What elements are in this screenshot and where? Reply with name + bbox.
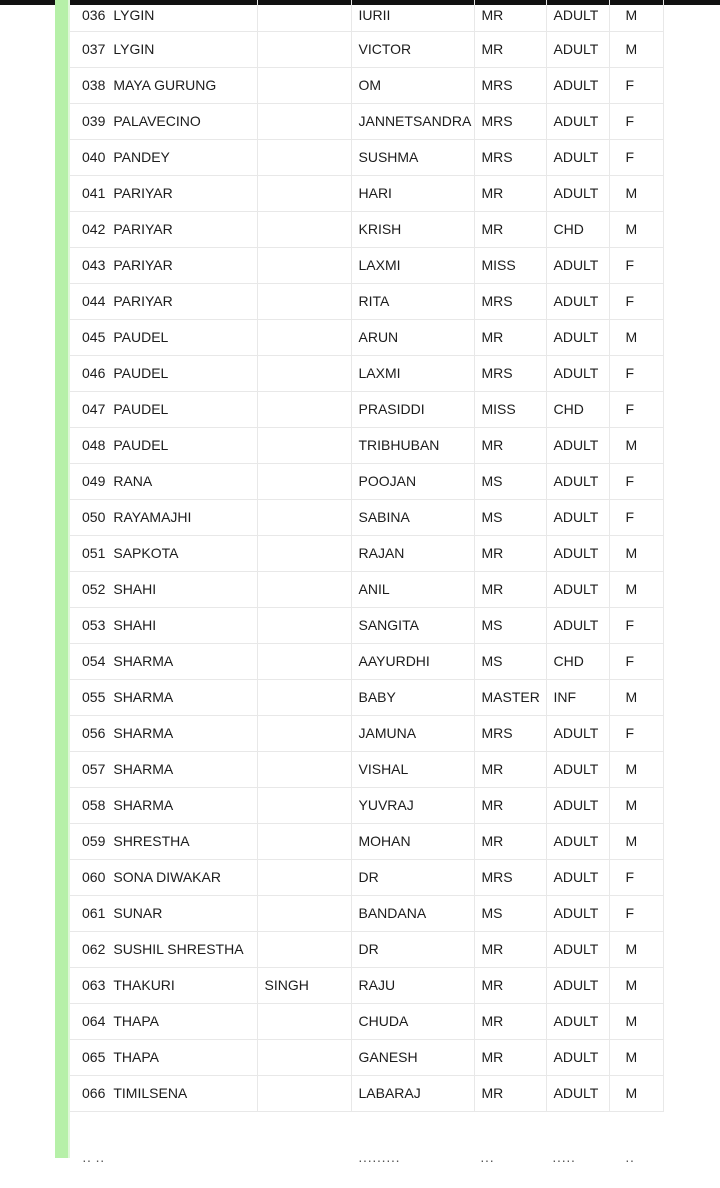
- surname-cell: [70, 895, 257, 931]
- pax-type-cell: ADULT: [546, 967, 609, 1003]
- pax-type-cell: CHD: [546, 211, 609, 247]
- surname-cell: [70, 283, 257, 319]
- middle-name-cell: SINGH: [257, 967, 351, 1003]
- pax-type-cell: INF: [546, 679, 609, 715]
- surname-cell: [70, 1075, 257, 1111]
- seq-number: 064: [82, 1013, 106, 1029]
- pax-type-cell: ADULT: [546, 355, 609, 391]
- surname-cell: [70, 535, 257, 571]
- gender-cell: M: [609, 967, 663, 1003]
- surname-cell: [70, 463, 257, 499]
- pax-type-cell: CHD: [546, 643, 609, 679]
- seq-number: 039: [82, 113, 106, 129]
- pax-type-cell: ADULT: [546, 535, 609, 571]
- surname: PARIYAR: [113, 185, 173, 201]
- first-name-cell: VICTOR: [351, 31, 474, 67]
- seq-number: 040: [82, 149, 106, 165]
- title-cell: MRS: [474, 103, 546, 139]
- first-name-cell: JANNETSANDRA: [351, 103, 474, 139]
- surname: PARIYAR: [113, 293, 173, 309]
- first-name-cell: LAXMI: [351, 247, 474, 283]
- first-name-cell: SANGITA: [351, 607, 474, 643]
- table-row: [70, 463, 663, 499]
- title-cell: MISS: [474, 247, 546, 283]
- pax-type-cell: ADULT: [546, 103, 609, 139]
- gender-cell: F: [609, 607, 663, 643]
- seq-number: 061: [82, 905, 106, 921]
- gender-cell: M: [609, 823, 663, 859]
- first-name-cell: BANDANA: [351, 895, 474, 931]
- seq-number: 044: [82, 293, 106, 309]
- table-row: [70, 859, 663, 895]
- middle-name-cell: [257, 391, 351, 427]
- title-cell: MR: [474, 211, 546, 247]
- first-name-cell: RITA: [351, 283, 474, 319]
- seq-number: 041: [82, 185, 106, 201]
- surname: PARIYAR: [113, 221, 173, 237]
- surname: SHARMA: [113, 653, 174, 669]
- seq-number: 047: [82, 401, 106, 417]
- seq-number: 050: [82, 509, 106, 525]
- first-name-cell: PRASIDDI: [351, 391, 474, 427]
- surname: PARIYAR: [113, 257, 173, 273]
- surname-cell: [70, 247, 257, 283]
- middle-name-cell: [257, 355, 351, 391]
- surname: SUSHIL SHRESTHA: [113, 941, 244, 957]
- title-cell: MR: [474, 0, 546, 31]
- middle-name-cell: [257, 463, 351, 499]
- first-name-cell: LABARAJ: [351, 1075, 474, 1111]
- gender-cell: F: [609, 103, 663, 139]
- gender-cell: M: [609, 787, 663, 823]
- seq-number: 053: [82, 617, 106, 633]
- seq-number: 049: [82, 473, 106, 489]
- surname: SHARMA: [113, 797, 174, 813]
- seq-number: 042: [82, 221, 106, 237]
- first-name-cell: AAYURDHI: [351, 643, 474, 679]
- pax-type-cell: ADULT: [546, 427, 609, 463]
- middle-name-cell: [257, 1039, 351, 1075]
- title-cell: MR: [474, 571, 546, 607]
- middle-name-cell: [257, 643, 351, 679]
- title-cell: MISS: [474, 391, 546, 427]
- title-cell: MRS: [474, 139, 546, 175]
- title-cell: MRS: [474, 859, 546, 895]
- table-row: [70, 499, 663, 535]
- table-row: [70, 247, 663, 283]
- surname-cell: [70, 1039, 257, 1075]
- first-name-cell: ARUN: [351, 319, 474, 355]
- gender-cell: F: [609, 247, 663, 283]
- middle-name-cell: [257, 31, 351, 67]
- surname-cell: [70, 211, 257, 247]
- surname: SONA DIWAKAR: [113, 869, 221, 885]
- table-row: [70, 355, 663, 391]
- middle-name-cell: [257, 499, 351, 535]
- surname: TIMILSENA: [113, 1085, 188, 1101]
- gender-cell: F: [609, 499, 663, 535]
- pax-type-cell: ADULT: [546, 463, 609, 499]
- surname-cell: [70, 859, 257, 895]
- middle-name-cell: [257, 1075, 351, 1111]
- title-cell: MR: [474, 175, 546, 211]
- first-name-cell: SUSHMA: [351, 139, 474, 175]
- table-row: [70, 607, 663, 643]
- gender-cell: M: [609, 679, 663, 715]
- title-cell: MASTER: [474, 679, 546, 715]
- surname: PAUDEL: [113, 329, 169, 345]
- surname: RAYAMAJHI: [113, 509, 192, 525]
- table-row: [70, 175, 663, 211]
- table-row: [70, 103, 663, 139]
- seq-number: 056: [82, 725, 106, 741]
- seq-number: 059: [82, 833, 106, 849]
- pax-type-cell: ADULT: [546, 751, 609, 787]
- title-cell: MR: [474, 823, 546, 859]
- title-cell: MS: [474, 463, 546, 499]
- title-cell: MRS: [474, 355, 546, 391]
- surname-cell: [70, 715, 257, 751]
- first-name-cell: ANIL: [351, 571, 474, 607]
- surname: SAPKOTA: [113, 545, 179, 561]
- surname: THAPA: [113, 1013, 159, 1029]
- pax-type-cell: ADULT: [546, 0, 609, 31]
- pax-type-cell: ADULT: [546, 607, 609, 643]
- title-cell: MR: [474, 787, 546, 823]
- surname-cell: [70, 103, 257, 139]
- pax-type-cell: ADULT: [546, 1003, 609, 1039]
- gender-cell: M: [609, 0, 663, 31]
- table-row: [70, 427, 663, 463]
- title-cell: MS: [474, 895, 546, 931]
- gender-cell: M: [609, 427, 663, 463]
- gender-cell: F: [609, 355, 663, 391]
- table-row: [70, 679, 663, 715]
- gender-cell: F: [609, 895, 663, 931]
- surname: SUNAR: [113, 905, 163, 921]
- passenger-table: [70, 0, 664, 1112]
- gender-cell: M: [609, 535, 663, 571]
- surname-cell: [70, 355, 257, 391]
- table-row: [70, 1003, 663, 1039]
- table-row: [70, 967, 663, 1003]
- title-cell: MRS: [474, 67, 546, 103]
- surname: SHARMA: [113, 725, 174, 741]
- surname-cell: [70, 751, 257, 787]
- pax-type-cell: ADULT: [546, 499, 609, 535]
- seq-number: 045: [82, 329, 106, 345]
- title-cell: MR: [474, 751, 546, 787]
- surname-cell: [70, 0, 257, 31]
- first-name-cell: YUVRAJ: [351, 787, 474, 823]
- pax-type-cell: ADULT: [546, 571, 609, 607]
- surname: LYGIN: [113, 7, 155, 24]
- middle-name-cell: [257, 571, 351, 607]
- first-name-cell: SABINA: [351, 499, 474, 535]
- gender-cell: F: [609, 391, 663, 427]
- surname-cell: [70, 139, 257, 175]
- surname: RANA: [113, 473, 153, 489]
- seq-number: 043: [82, 257, 106, 273]
- title-cell: MR: [474, 427, 546, 463]
- middle-name-cell: [257, 247, 351, 283]
- table-row: [70, 715, 663, 751]
- middle-name-cell: [257, 319, 351, 355]
- seq-number: 048: [82, 437, 106, 453]
- first-name-cell: GANESH: [351, 1039, 474, 1075]
- pax-type-cell: ADULT: [546, 787, 609, 823]
- middle-name-cell: [257, 67, 351, 103]
- gender-cell: F: [609, 715, 663, 751]
- surname: PANDEY: [113, 149, 170, 165]
- middle-name-cell: [257, 931, 351, 967]
- pax-type-cell: ADULT: [546, 715, 609, 751]
- surname-cell: [70, 67, 257, 103]
- seq-number: 052: [82, 581, 106, 597]
- pax-type-cell: ADULT: [546, 823, 609, 859]
- middle-name-cell: [257, 859, 351, 895]
- gender-cell: M: [609, 751, 663, 787]
- title-cell: MR: [474, 931, 546, 967]
- title-cell: MR: [474, 535, 546, 571]
- middle-name-cell: [257, 103, 351, 139]
- cutoff-row: ·· ·· ········· ··· ····· ··: [82, 1152, 635, 1168]
- gender-cell: M: [609, 319, 663, 355]
- title-cell: MR: [474, 967, 546, 1003]
- surname-cell: [70, 427, 257, 463]
- first-name-cell: JAMUNA: [351, 715, 474, 751]
- gender-cell: F: [609, 463, 663, 499]
- sheet-left-edge: [55, 0, 68, 1158]
- middle-name-cell: [257, 175, 351, 211]
- title-cell: MR: [474, 1075, 546, 1111]
- surname-cell: [70, 499, 257, 535]
- first-name-cell: POOJAN: [351, 463, 474, 499]
- first-name-cell: DR: [351, 859, 474, 895]
- gender-cell: F: [609, 643, 663, 679]
- first-name-cell: LAXMI: [351, 355, 474, 391]
- middle-name-cell: [257, 679, 351, 715]
- gender-cell: F: [609, 67, 663, 103]
- seq-number: 062: [82, 941, 106, 957]
- pax-type-cell: ADULT: [546, 139, 609, 175]
- table-row: [70, 67, 663, 103]
- gender-cell: M: [609, 1075, 663, 1111]
- seq-number: 058: [82, 797, 106, 813]
- surname-cell: [70, 31, 257, 67]
- table-row: [70, 787, 663, 823]
- surname-cell: [70, 679, 257, 715]
- surname: SHAHI: [113, 581, 157, 597]
- gender-cell: M: [609, 31, 663, 67]
- surname: THAKURI: [113, 977, 175, 993]
- surname: PALAVECINO: [113, 113, 201, 129]
- seq-number: 055: [82, 689, 106, 705]
- pax-type-cell: ADULT: [546, 31, 609, 67]
- table-row: [70, 643, 663, 679]
- title-cell: MRS: [474, 283, 546, 319]
- seq-number: 038: [82, 77, 106, 93]
- gender-cell: F: [609, 139, 663, 175]
- first-name-cell: TRIBHUBAN: [351, 427, 474, 463]
- first-name-cell: MOHAN: [351, 823, 474, 859]
- middle-name-cell: [257, 211, 351, 247]
- surname-cell: [70, 319, 257, 355]
- pax-type-cell: ADULT: [546, 895, 609, 931]
- surname-cell: [70, 787, 257, 823]
- surname-cell: [70, 1003, 257, 1039]
- surname: MAYA GURUNG: [113, 77, 217, 93]
- surname: SHARMA: [113, 689, 174, 705]
- table-row: [70, 823, 663, 859]
- table-row: [70, 751, 663, 787]
- surname: THAPA: [113, 1049, 159, 1065]
- table-row: [70, 1039, 663, 1075]
- title-cell: MS: [474, 643, 546, 679]
- seq-number: 063: [82, 977, 106, 993]
- first-name-cell: BABY: [351, 679, 474, 715]
- middle-name-cell: [257, 787, 351, 823]
- passenger-list-sheet[interactable]: [55, 0, 665, 1168]
- title-cell: MR: [474, 1039, 546, 1075]
- gender-cell: M: [609, 1039, 663, 1075]
- first-name-cell: VISHAL: [351, 751, 474, 787]
- table-row: [70, 535, 663, 571]
- table-row: [70, 319, 663, 355]
- pax-type-cell: ADULT: [546, 859, 609, 895]
- title-cell: MR: [474, 1003, 546, 1039]
- seq-number: 046: [82, 365, 106, 381]
- middle-name-cell: [257, 283, 351, 319]
- surname-cell: [70, 643, 257, 679]
- surname: SHAHI: [113, 617, 157, 633]
- table-row: [70, 895, 663, 931]
- gender-cell: M: [609, 571, 663, 607]
- seq-number: 065: [82, 1049, 106, 1065]
- gender-cell: F: [609, 283, 663, 319]
- surname-cell: [70, 607, 257, 643]
- table-row: [70, 211, 663, 247]
- seq-number: 036: [82, 7, 106, 24]
- title-cell: MS: [474, 499, 546, 535]
- surname-cell: [70, 175, 257, 211]
- middle-name-cell: [257, 823, 351, 859]
- middle-name-cell: [257, 535, 351, 571]
- surname-cell: [70, 823, 257, 859]
- pax-type-cell: ADULT: [546, 175, 609, 211]
- surname-cell: [70, 931, 257, 967]
- surname-cell: [70, 571, 257, 607]
- title-cell: MRS: [474, 715, 546, 751]
- pax-type-cell: ADULT: [546, 1075, 609, 1111]
- surname: PAUDEL: [113, 401, 169, 417]
- surname: PAUDEL: [113, 365, 169, 381]
- gender-cell: M: [609, 211, 663, 247]
- first-name-cell: KRISH: [351, 211, 474, 247]
- table-row: [70, 283, 663, 319]
- middle-name-cell: [257, 895, 351, 931]
- surname: PAUDEL: [113, 437, 169, 453]
- title-cell: MR: [474, 31, 546, 67]
- pax-type-cell: ADULT: [546, 931, 609, 967]
- middle-name-cell: [257, 715, 351, 751]
- first-name-cell: RAJAN: [351, 535, 474, 571]
- gender-cell: F: [609, 859, 663, 895]
- seq-number: 054: [82, 653, 106, 669]
- surname-cell: [70, 967, 257, 1003]
- pax-type-cell: ADULT: [546, 283, 609, 319]
- seq-number: 057: [82, 761, 106, 777]
- first-name-cell: RAJU: [351, 967, 474, 1003]
- title-cell: MR: [474, 319, 546, 355]
- surname: SHRESTHA: [113, 833, 190, 849]
- title-cell: MS: [474, 607, 546, 643]
- middle-name-cell: [257, 0, 351, 31]
- table-row: [70, 571, 663, 607]
- seq-number: 037: [82, 41, 106, 57]
- first-name-cell: DR: [351, 931, 474, 967]
- seq-number: 060: [82, 869, 106, 885]
- table-row: [70, 931, 663, 967]
- surname: SHARMA: [113, 761, 174, 777]
- first-name-cell: HARI: [351, 175, 474, 211]
- surname-cell: [70, 391, 257, 427]
- first-name-cell: IURII: [351, 0, 474, 31]
- table-row: [70, 391, 663, 427]
- pax-type-cell: ADULT: [546, 319, 609, 355]
- table-row: [70, 1075, 663, 1111]
- pax-type-cell: ADULT: [546, 67, 609, 103]
- first-name-cell: CHUDA: [351, 1003, 474, 1039]
- seq-number: 051: [82, 545, 106, 561]
- gender-cell: M: [609, 175, 663, 211]
- middle-name-cell: [257, 139, 351, 175]
- first-name-cell: OM: [351, 67, 474, 103]
- middle-name-cell: [257, 1003, 351, 1039]
- middle-name-cell: [257, 427, 351, 463]
- seq-number: 066: [82, 1085, 106, 1101]
- gender-cell: M: [609, 1003, 663, 1039]
- gender-cell: M: [609, 931, 663, 967]
- surname: LYGIN: [113, 41, 155, 57]
- pax-type-cell: ADULT: [546, 247, 609, 283]
- table-row: [70, 139, 663, 175]
- table-row: [70, 31, 663, 67]
- pax-type-cell: ADULT: [546, 1039, 609, 1075]
- table-row: [70, 0, 663, 31]
- middle-name-cell: [257, 751, 351, 787]
- middle-name-cell: [257, 607, 351, 643]
- pax-type-cell: CHD: [546, 391, 609, 427]
